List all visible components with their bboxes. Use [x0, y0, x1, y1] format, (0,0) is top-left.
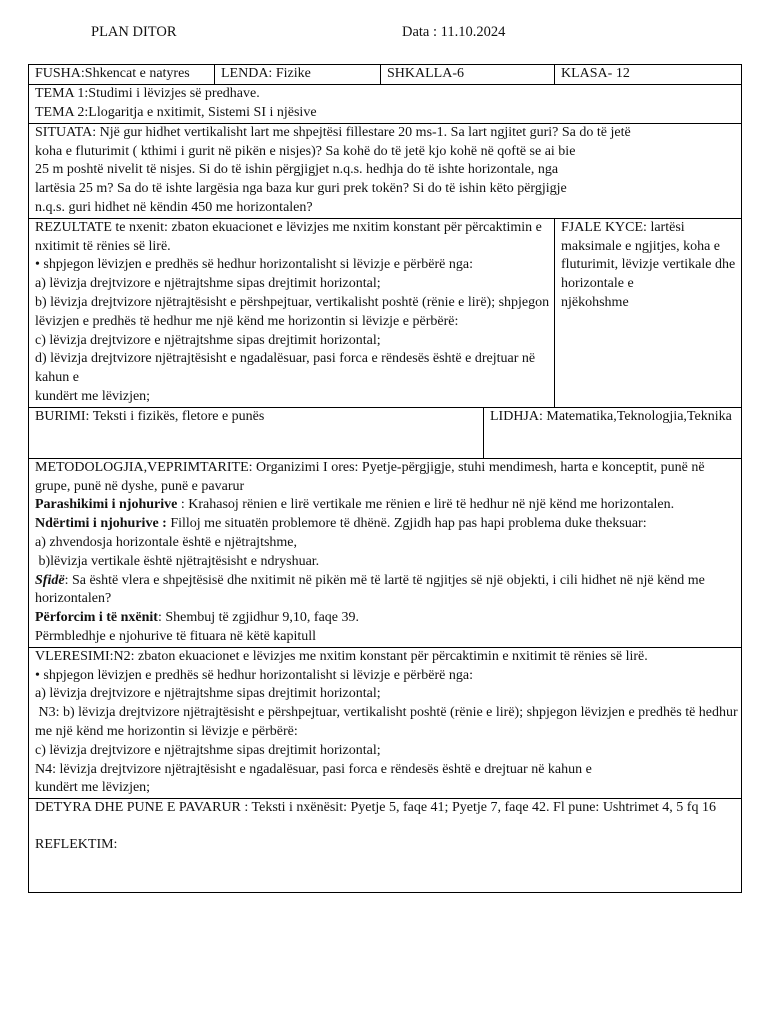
rezultate-line: a) lëvizja drejtvizore e njëtrajtshme sipas drejtimit horizontal;: [35, 276, 381, 292]
rezultate-cell: [29, 218, 555, 407]
rezultate-line: lëvizjen e predhës të hedhur me një kënd me horizontin si lëvizje e përbërë:: [35, 313, 459, 329]
rezultate-line: kahun e: [35, 370, 79, 386]
item-b: b)lëvizja vertikale është njëtrajtësisht e ndryshuar.: [35, 553, 320, 569]
vleresimi-cell: [29, 647, 742, 798]
metodologjia-line: METODOLOGJIA,VEPRIMTARITE: Organizimi I ores: Pyetje-përgjigje, stuhi mendimesh, harta e konceptit, punë në: [35, 459, 705, 475]
tema-1: TEMA 1:Studimi i lëvizjes së predhave.: [35, 85, 260, 101]
perforcim-label: Përforcim i të nxënit: [35, 610, 158, 626]
burimi-cell: BURIMI: Teksti i fizikës, fletore e punës: [29, 407, 484, 458]
rezultate-line: kundërt me lëvizjen;: [35, 388, 151, 404]
situata-line: koha e fluturimit ( kthimi i gurit në pikën e nisjes)? Sa kohë do të jetë kjo kohë në qoftë se ai bie: [35, 143, 576, 159]
vleresimi-line: • shpjegon lëvizjen e predhës së hedhur horizontalisht si lëvizje e përbërë nga:: [35, 667, 473, 683]
vleresimi-line: me një kënd me horizontin si lëvizje e përbërë:: [35, 723, 298, 739]
situata-line: n.q.s. guri hidhet në këndin 450 me horizontalen?: [35, 199, 313, 215]
rezultate-line: c) lëvizja drejtvizore e njëtrajtshme sipas drejtimit horizontal;: [35, 332, 381, 348]
shkalla-cell: SHKALLA-6: [381, 65, 555, 85]
ndertimi-text: Filloj me situatën problemore të dhënë. Zgjidh hap pas hapi problema duke theksuar:: [166, 516, 647, 532]
rezultate-line: b) lëvizja drejtvizore njëtrajtësisht e përshpejtuar, vertikalisht poshtë (rënie e lirë); shpjegon: [35, 294, 550, 310]
sfide-text: : Sa është vlera e shpejtësisë dhe nxitimit në pikën më të lartë të ngjitjes së një objekti, i cili hidhet në një kënd me: [64, 572, 705, 588]
rezultate-line: nxitimit të rënies së lirë.: [35, 238, 171, 254]
parashikimi-label: Parashikimi i njohurive: [35, 497, 178, 513]
vleresimi-line: kundërt me lëvizjen;: [35, 780, 151, 796]
tema-2: TEMA 2:Llogaritja e nxitimit, Sistemi SI i njësive: [35, 104, 317, 120]
situata-line: SITUATA: Një gur hidhet vertikalisht lart me shpejtësi fillestare 20 ms-1. Sa lart ngjitet guri? Sa do të jetë: [35, 124, 631, 140]
info-row: [29, 65, 742, 85]
vleresimi-row: [29, 647, 742, 798]
fjale-kyce-cell: [555, 218, 742, 407]
ndertimi-line: [35, 515, 737, 534]
metodologjia-cell: [29, 458, 742, 647]
detyra-text: DETYRA DHE PUNE E PAVARUR : Teksti i nxënësit: Pyetje 5, faqe 41; Pyetje 7, faqe 42. Fl pune: Ushtrimet 4, 5 fq 16: [35, 800, 716, 816]
sfide-line-2: horizontalen?: [35, 591, 112, 607]
sfide-line: [35, 572, 737, 591]
tema-cell: [29, 84, 742, 123]
permbledhje-line: Përmbledhje e njohurive të fituara në këtë kapitull: [35, 628, 317, 644]
rezultate-line: d) lëvizja drejtvizore njëtrajtësisht e ngadalësuar, pasi forca e rëndesës është e drejtuar në: [35, 351, 536, 367]
klasa-cell: KLASA- 12: [555, 65, 742, 85]
fjale-kyce-line: fluturimit, lëvizje vertikale dhe: [561, 257, 736, 273]
fjale-kyce-line: maksimale e ngjitjes, koha e: [561, 238, 721, 254]
rezultate-row: [29, 218, 742, 407]
vleresimi-line: N4: lëvizja drejtvizore njëtrajtësisht e ngadalësuar, pasi forca e rëndesës është e drejtuar në kahun e: [35, 761, 592, 777]
metodologjia-row: [29, 458, 742, 647]
plan-table: [28, 64, 742, 893]
fjale-kyce-line: FJALE KYCE: lartësi: [561, 219, 685, 235]
situata-row: [29, 123, 742, 218]
situata-line: 25 m poshtë nivelit të nisjes. Si do të ishin përgjigjet n.q.s. hedhja do të ishte horizontale, nga: [35, 162, 559, 178]
tema-row: [29, 84, 742, 123]
rezultate-line: • shpjegon lëvizjen e predhës së hedhur horizontalisht si lëvizje e përbërë nga:: [35, 257, 473, 273]
burimi-row: [29, 407, 742, 458]
fusha-cell: FUSHA:Shkencat e natyres: [29, 65, 215, 85]
lenda-cell: LENDA: Fizike: [215, 65, 381, 85]
vleresimi-line: a) lëvizja drejtvizore e njëtrajtshme sipas drejtimit horizontal;: [35, 686, 381, 702]
parashikimi-text: : Krahasoj rënien e lirë vertikale me rënien e lirë të hedhur në një kënd me horizontalen.: [177, 497, 675, 513]
vleresimi-line: N3: b) lëvizja drejtvizore njëtrajtësisht e përshpejtuar, vertikalisht poshtë (rënie e lirë); shpjegon lëvizjen e predhës të hedhur: [35, 705, 738, 721]
lidhja-cell: LIDHJA: Matematika,Teknologjia,Teknika: [484, 407, 742, 458]
parashikimi-line: [35, 496, 737, 515]
page-title: PLAN DITOR: [91, 24, 177, 40]
detyra-cell: [29, 799, 742, 893]
item-a: a) zhvendosja horizontale është e njëtrajtshme,: [35, 534, 298, 550]
fjale-kyce-line: horizontale e: [561, 276, 634, 292]
sfide-label: Sfidë: [35, 572, 65, 588]
vleresimi-line: VLERESIMI:N2: zbaton ekuacionet e lëvizjes me nxitim konstant për përcaktimin e nxitimit të rënies së lirë.: [35, 648, 648, 664]
perforcim-text: : Shembuj të zgjidhur 9,10, faqe 39.: [157, 610, 360, 626]
situata-cell: [29, 123, 742, 218]
rezultate-line: REZULTATE te nxenit: zbaton ekuacionet e lëvizjes me nxitim konstant për përcaktimin e: [35, 219, 542, 235]
reflektim-label: REFLEKTIM:: [35, 836, 118, 852]
fjale-kyce-line: njëkohshme: [561, 294, 629, 310]
perforcim-line: [35, 609, 737, 628]
ndertimi-label: Ndërtimi i njohurive :: [35, 516, 167, 532]
situata-line: lartësia 25 m? Sa do të ishte largësia nga baza kur guri prek tokën? Si do të ishin këto përgjigje: [35, 181, 567, 197]
detyra-row: [29, 799, 742, 893]
vleresimi-line: c) lëvizja drejtvizore e njëtrajtshme sipas drejtimit horizontal;: [35, 742, 381, 758]
metodologjia-line: grupe, punë në dyshe, punë e pavarur: [35, 478, 245, 494]
date-label: Data : 11.10.2024: [402, 24, 506, 40]
